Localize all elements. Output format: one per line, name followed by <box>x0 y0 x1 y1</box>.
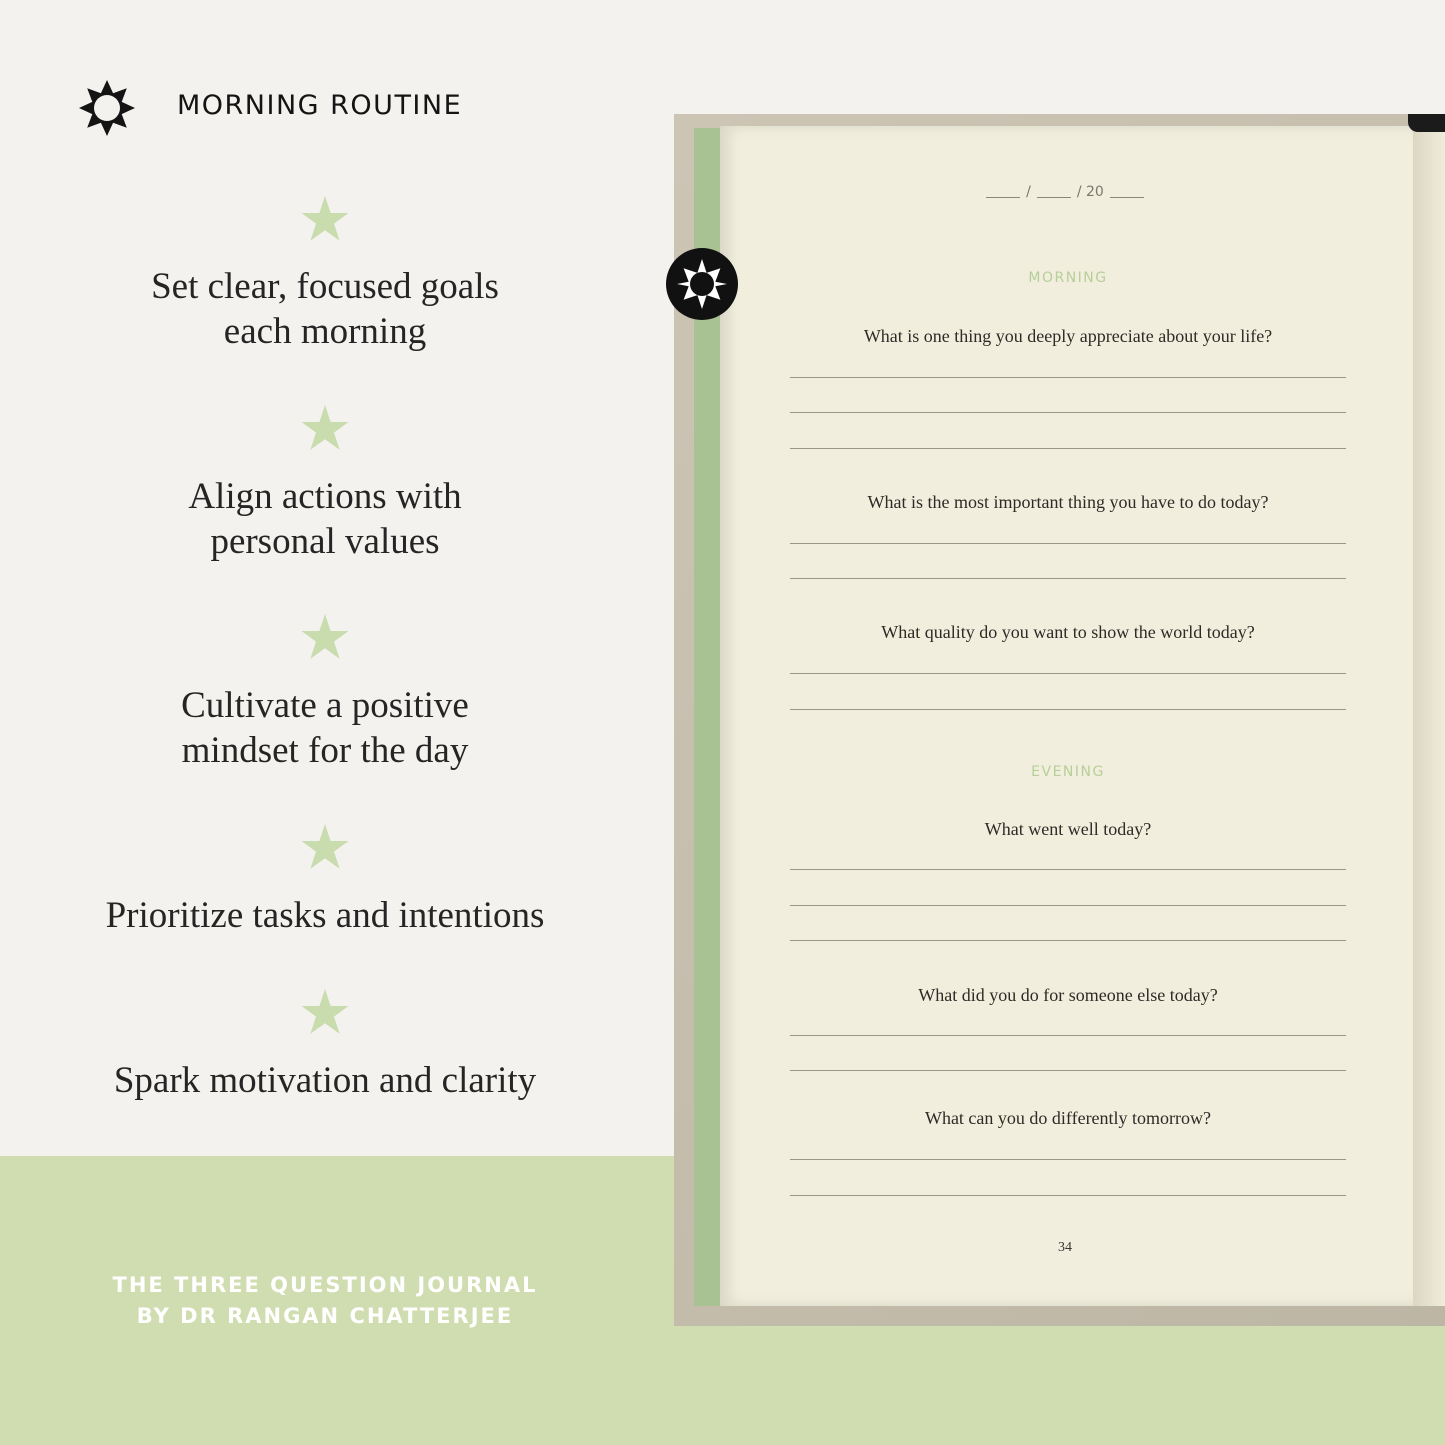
star-icon <box>300 195 350 245</box>
ribbon-marker <box>1408 114 1445 132</box>
date-blank <box>1037 197 1071 198</box>
feature-mindset <box>60 683 590 773</box>
facing-page-edge <box>1413 126 1445 1306</box>
evening-question: What can you do differently tomorrow? <box>924 1108 1212 1128</box>
brand-author: BY DR RANGAN CHATTERJEE <box>136 1304 514 1328</box>
evening-question: What did you do for someone else today? <box>918 985 1218 1005</box>
writing-line <box>790 412 1346 413</box>
date-year: / 20 <box>1076 184 1104 200</box>
evening-label: EVENING <box>1031 764 1105 780</box>
feature-line: Set clear, focused goals <box>151 266 499 307</box>
sun-icon <box>77 78 137 138</box>
writing-line <box>790 869 1346 870</box>
writing-line <box>790 1035 1346 1036</box>
feature-line: Cultivate a positive <box>181 685 469 726</box>
star-icon <box>300 404 350 454</box>
feature-line: personal values <box>210 521 440 562</box>
morning-question: What quality do you want to show the world today? <box>881 622 1255 642</box>
morning-question: What is one thing you deeply appreciate about your life? <box>863 326 1273 346</box>
writing-line <box>790 673 1346 674</box>
feature-line: Spark motivation and clarity <box>113 1060 537 1101</box>
writing-line <box>790 448 1346 449</box>
writing-line <box>790 940 1346 941</box>
writing-line <box>790 1195 1346 1196</box>
date-blank <box>1110 197 1144 198</box>
star-icon <box>300 988 350 1038</box>
writing-line <box>790 543 1346 544</box>
feature-line: each morning <box>223 311 427 352</box>
feature-line: Align actions with <box>188 476 462 517</box>
date-separator: / <box>1026 184 1031 200</box>
writing-line <box>790 709 1346 710</box>
brand-title: THE THREE QUESTION JOURNAL <box>112 1273 538 1297</box>
writing-line <box>790 578 1346 579</box>
page-title: MORNING ROUTINE <box>177 90 463 121</box>
writing-line <box>790 377 1346 378</box>
star-icon <box>300 613 350 663</box>
writing-line <box>790 905 1346 906</box>
brand-caption <box>80 1270 570 1332</box>
writing-line <box>790 1159 1346 1160</box>
evening-question: What went well today? <box>984 819 1152 839</box>
writing-line <box>790 1070 1346 1071</box>
sun-badge-icon <box>666 248 738 320</box>
feature-prioritize <box>60 893 590 938</box>
page-number: 34 <box>1058 1240 1072 1255</box>
feature-values <box>60 474 590 564</box>
star-icon <box>300 823 350 873</box>
journal-page <box>720 126 1415 1306</box>
morning-label: MORNING <box>1028 270 1108 286</box>
feature-line: Prioritize tasks and intentions <box>105 895 545 936</box>
morning-question: What is the most important thing you have to do today? <box>867 492 1269 512</box>
date-blank <box>986 197 1020 198</box>
date-field <box>980 184 1150 200</box>
feature-motivation <box>60 1058 590 1103</box>
feature-line: mindset for the day <box>181 730 469 771</box>
feature-goals <box>60 264 590 354</box>
